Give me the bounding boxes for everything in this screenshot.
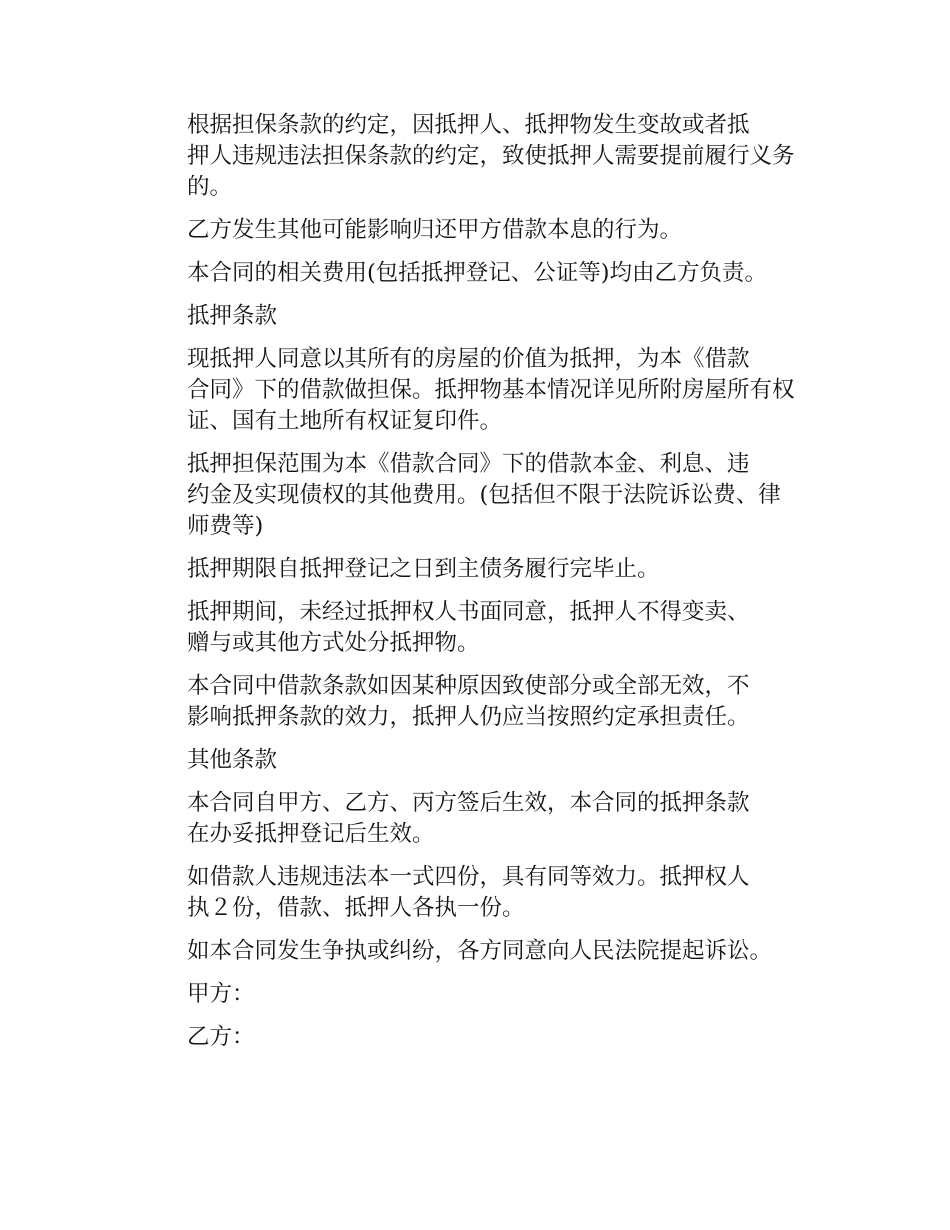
paragraph-line: 抵押条款 [187, 303, 278, 329]
paragraph-line: 证、国有土地所有权证复印件。 [187, 408, 503, 434]
paragraph-line: 赠与或其他方式处分抵押物。 [187, 630, 480, 656]
paragraph-line: 执２份，借款、抵押人各执一份。 [187, 895, 525, 921]
paragraph-line: 乙方： [187, 1024, 255, 1050]
paragraph [142, 258, 832, 289]
paragraph [142, 745, 832, 776]
paragraph [142, 788, 832, 850]
paragraph-line: 其他条款 [187, 747, 278, 773]
paragraph-line: 本合同中借款条款如因某种原因致使部分或全部无效，不 [187, 673, 750, 699]
paragraph-line: 甲方： [187, 981, 255, 1007]
paragraph [142, 110, 832, 203]
paragraph-line: 现抵押人同意以其所有的房屋的价值为抵押，为本《借款 [187, 346, 750, 372]
paragraph-line: 抵押期限自抵押登记之日到主债务履行完毕止。 [187, 556, 660, 582]
paragraph-line: 根据担保条款的约定，因抵押人、抵押物发生变故或者抵 [187, 112, 750, 138]
paragraph-line: 押人违规违法担保条款的约定，致使抵押人需要提前履行义务 [187, 143, 795, 169]
paragraph-line: 的。 [187, 174, 233, 200]
paragraph [142, 862, 832, 924]
paragraph-line: 师费等) [187, 513, 264, 539]
paragraph-line: 抵押担保范围为本《借款合同》下的借款本金、利息、违 [187, 451, 750, 477]
paragraph-line: 影响抵押条款的效力，抵押人仍应当按照约定承担责任。 [187, 704, 750, 730]
paragraph [142, 671, 832, 733]
paragraph [142, 449, 832, 542]
paragraph-line: 约金及实现债权的其他费用。(包括但不限于法院诉讼费、律 [187, 482, 781, 508]
paragraph-line: 本合同的相关费用(包括抵押登记、公证等)均由乙方负责。 [187, 260, 768, 286]
paragraph-line: 在办妥抵押登记后生效。 [187, 821, 435, 847]
paragraph-line: 抵押期间，未经过抵押权人书面同意，抵押人不得变卖、 [187, 599, 750, 625]
paragraph [142, 597, 832, 659]
paragraph [142, 1022, 832, 1053]
paragraph-line: 本合同自甲方、乙方、丙方签后生效，本合同的抵押条款 [187, 790, 750, 816]
paragraph [142, 215, 832, 246]
document-body [142, 110, 832, 1065]
paragraph [142, 344, 832, 437]
paragraph-line: 合同》下的借款做担保。抵押物基本情况详见所附房屋所有权 [187, 377, 795, 403]
paragraph [142, 554, 832, 585]
paragraph-line: 如借款人违规违法本一式四份，具有同等效力。抵押权人 [187, 864, 750, 890]
paragraph-line: 乙方发生其他可能影响归还甲方借款本息的行为。 [187, 217, 683, 243]
paragraph [142, 301, 832, 332]
paragraph [142, 979, 832, 1010]
paragraph [142, 936, 832, 967]
paragraph-line: 如本合同发生争执或纠纷，各方同意向人民法院提起诉讼。 [187, 938, 773, 964]
